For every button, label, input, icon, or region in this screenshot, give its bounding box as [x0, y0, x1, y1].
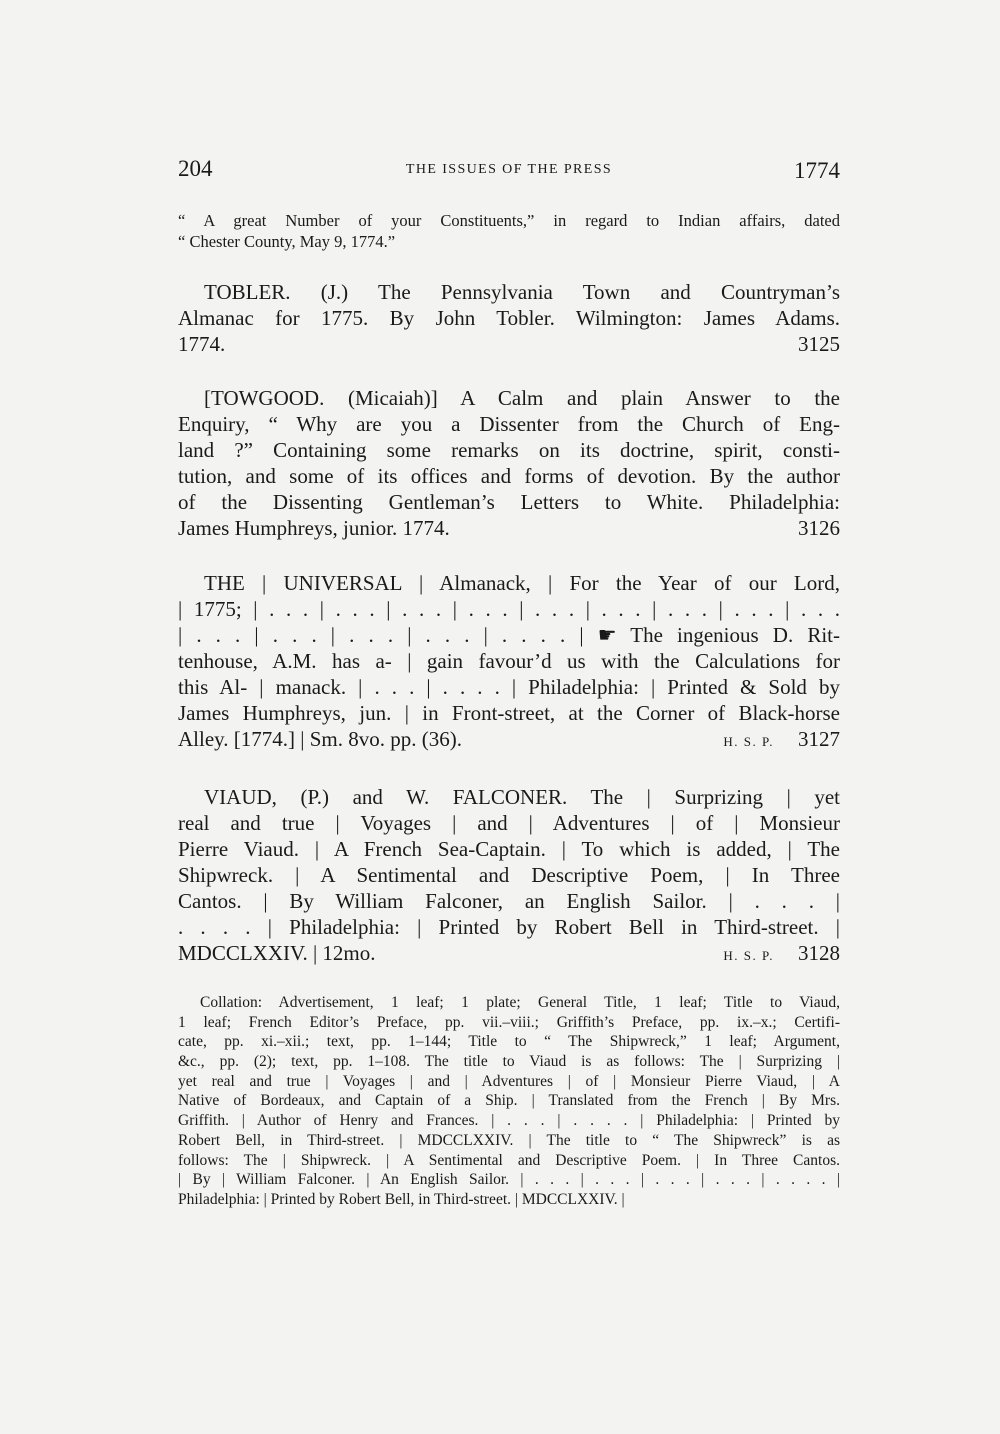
entry-line: real and true | Voyages | and | Adventures | of | Monsieur — [178, 811, 840, 835]
page-number: 204 — [178, 156, 213, 181]
entry-line: James Humphreys, jun. | in Front-street, at the Corner of Black-horse — [178, 701, 840, 725]
entry-number: 3128 — [798, 941, 840, 965]
entry-3128 — [178, 784, 840, 966]
text: 1774. — [178, 332, 226, 356]
continuation-text — [178, 210, 840, 252]
entry-line — [178, 305, 840, 331]
entry-3127 — [178, 570, 840, 752]
text: MDCCLXXIV. | 12mo. — [178, 941, 376, 965]
entry-line: | . . . | . . . | . . . | . . . | . . . . | ☛ The ingenious D. Rit- — [178, 623, 840, 647]
collation-line: Robert Bell, in Third-street. | MDCCLXXIV. | The title to “ The Shipwreck” is as — [178, 1131, 840, 1149]
entry-line: Shipwreck. | A Sentimental and Descriptive Poem, | In Three — [178, 863, 840, 887]
entry-line: Pierre Viaud. | A French Sea-Captain. | To which is added, | The — [178, 837, 840, 861]
running-head: THE ISSUES OF THE PRESS — [405, 162, 613, 177]
collation-line: Native of Bordeaux, and Captain of a Ship. | Translated from the French | By Mrs. — [178, 1092, 840, 1110]
entry-ref — [723, 940, 840, 969]
entry-line: of the Dissenting Gentleman’s Letters to White. Philadelphia: — [178, 490, 840, 514]
location: H. S. P. — [723, 734, 774, 749]
collation-line: | By | William Falconer. | An English Sailor. | . . . | . . . | . . . | . . . | . . . . | — [178, 1171, 840, 1189]
entry-line: Enquiry, “ Why are you a Dissenter from the Church of Eng- — [178, 412, 840, 436]
text: Alley. [1774.] | Sm. 8vo. pp. (36). — [178, 727, 462, 751]
collation-line: yet real and true | Voyages | and | Adventures | of | Monsieur Pierre Viaud, | A — [178, 1072, 840, 1090]
entry-line: tution, and some of its offices and forms of devotion. By the author — [178, 464, 840, 488]
entry-line: VIAUD, (P.) and W. FALCONER. The | Surprizing | yet — [204, 785, 840, 809]
entry-ref — [723, 726, 840, 755]
collation-line: cate, pp. xi.–xii.; text, pp. 1–144; Title to “ The Shipwreck,” 1 leaf; Argument, — [178, 1033, 840, 1051]
entry-number: 3126 — [798, 516, 840, 540]
entry-line: [TOWGOOD. (Micaiah)] A Calm and plain Answer to the — [204, 386, 840, 410]
text-line: “ A great Number of your Constituents,” in regard to Indian affairs, dated — [178, 211, 840, 230]
collation-line: follows: The | Shipwreck. | A Sentimental and Descriptive Poem. | In Three Cantos. — [178, 1151, 840, 1169]
entry-line: THE | UNIVERSAL | Almanack, | For the Year of our Lord, — [204, 571, 840, 595]
text: James Humphreys, junior. 1774. — [178, 516, 450, 540]
entry-line — [178, 331, 840, 357]
collation-line: Philadelphia: | Printed by Robert Bell, in Third-street. | MDCCLXXIV. | — [178, 1190, 625, 1208]
collation-line: &c., pp. (2); text, pp. 1–108. The title to Viaud is as follows: The | Surprizing | — [178, 1053, 840, 1071]
location: H. S. P. — [723, 948, 774, 963]
entry-line — [178, 726, 840, 752]
entry-3125 — [178, 279, 840, 357]
entry-line: | 1775; | . . . | . . . | . . . | . . . | . . . | . . . | . . . | . . . | . . . — [178, 597, 840, 621]
entry-line: land ?” Containing some remarks on its doctrine, spirit, consti- — [178, 438, 840, 462]
entry-line: TOBLER. (J.) The Pennsylvania Town and Countryman’s — [204, 280, 840, 304]
entry-line: . . . . | Philadelphia: | Printed by Robert Bell in Third-street. | — [178, 915, 840, 939]
header-year: 1774 — [794, 158, 840, 183]
collation-line: Collation: Advertisement, 1 leaf; 1 plate; General Title, 1 leaf; Title to Viaud, — [200, 994, 840, 1011]
collation-line: Griffith. | Author of Henry and Frances. | . . . | . . . . | Philadelphia: | Printed by — [178, 1112, 840, 1130]
collation-line: 1 leaf; French Editor’s Preface, pp. vii.–viii.; Griffith’s Preface, pp. ix.–x.; Certifi- — [178, 1013, 840, 1031]
entry-number: 3127 — [798, 727, 840, 751]
entry-line — [178, 940, 840, 966]
entry-number: 3125 — [798, 332, 840, 356]
entry-line: tenhouse, A.M. has a- | gain favour’d us with the Calculations for — [178, 649, 840, 673]
text-line: “ Chester County, May 9, 1774.” — [178, 232, 396, 251]
entry-line — [178, 515, 840, 541]
collation-note — [178, 993, 840, 1210]
text: Almanac for 1775. By John Tobler. Wilmington: James Adams. — [178, 306, 840, 330]
entry-line: Cantos. | By William Falconer, an English Sailor. | . . . | — [178, 889, 840, 913]
entry-line: this Al- | manack. | . . . | . . . . | Philadelphia: | Printed & Sold by — [178, 675, 840, 699]
entry-3126 — [178, 385, 840, 541]
page-header — [178, 156, 840, 188]
